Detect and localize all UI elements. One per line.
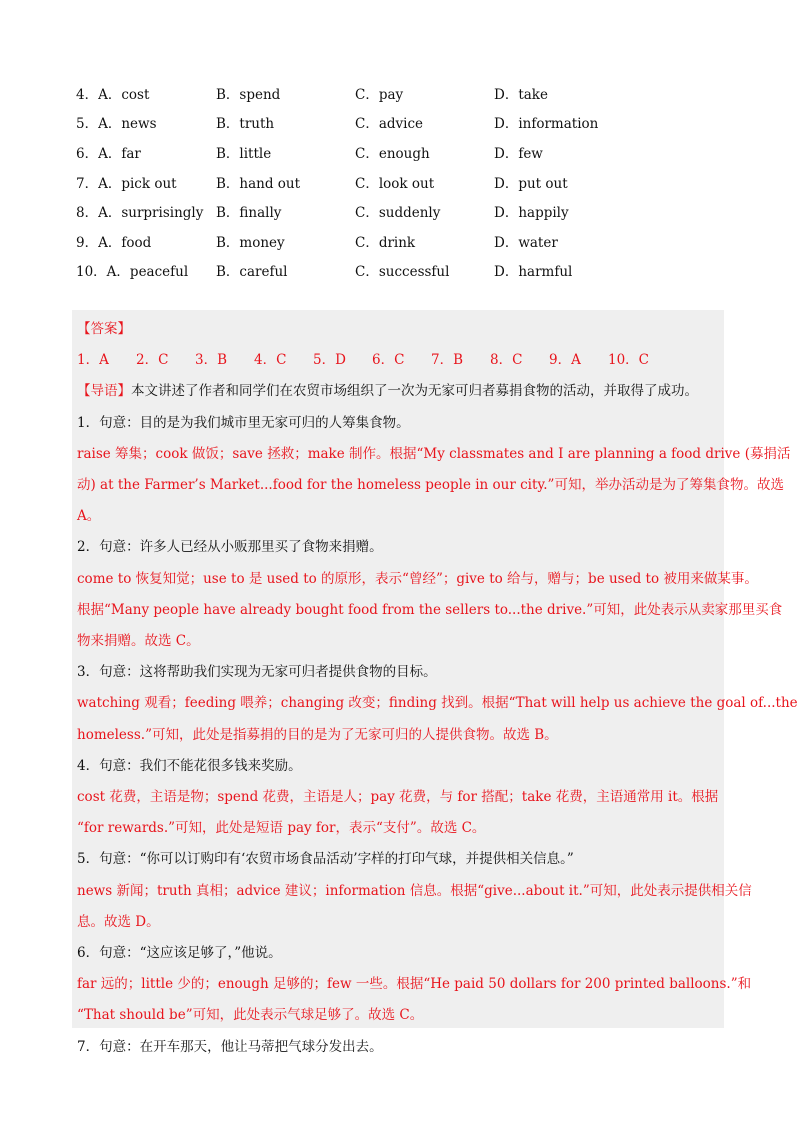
answer-key: 10．C [608,352,650,369]
explanation-meaning: 5．句意：“你可以订购印有‘农贸市场食品活动’字样的打印气球，并提供相关信息。” [77,851,574,868]
option-a: 8．A．surprisingly [76,205,204,222]
explanations [77,408,798,1063]
option-a: 7．A．pick out [76,175,177,192]
explanation-meaning: 4．句意：我们不能花很多钱来奖励。 [77,757,302,774]
guide-text: 本文讲述了作者和同学们在农贸市场组织了一次为无家可归者募捐食物的活动，并取得了成功。 [131,383,698,400]
explanation-line: news 新闻；truth 真相；advice 建议；information 信息。根据“give...about it.”可知，此处表示提供相关信 [77,882,752,899]
option-d: D．few [494,145,543,162]
option-row [76,108,726,138]
explanation-line: 动) at the Farmer’s Market...food for the homeless people in our city.”可知，举办活动是为了筹集食物。故选 [77,477,784,494]
option-c: C．pay [355,86,404,103]
answer-key: 2．C [136,352,169,369]
explanation-line: cost 花费，主语是物；spend 花费，主语是人；pay 花费，与 for 搭配；take 花费，主语通常用 it。根据 [77,789,719,806]
explanation-meaning: 7．句意：在开车那天，他让马蒂把气球分发出去。 [77,1038,383,1055]
explanation-line: come to 恢复知觉；use to 是 used to 的原形，表示“曾经”；give to 给与，赠与；be used to 被用来做某事。 [77,570,758,587]
option-row [76,226,726,256]
options-list [76,78,726,285]
explanation-line: “That should be”可知，此处表示气球足够了。故选 C。 [77,1007,424,1024]
option-row [76,167,726,197]
option-b: B．spend [216,86,281,103]
answer-key: 9．A [549,352,581,369]
option-a: 4．A．cost [76,86,150,103]
option-a: 10．A．peaceful [76,264,189,281]
option-d: D．happily [494,205,569,222]
explanation-line: 息。故选 D。 [77,913,160,930]
option-b: B．truth [216,116,275,133]
option-row [76,78,726,108]
option-d: D．put out [494,175,568,192]
explanation-line: watching 观看；feeding 喂养；changing 改变；finding 找到。根据“That will help us achieve the goal of...the [77,695,798,712]
option-c: C．enough [355,145,430,162]
answer-key: 5．D [313,352,346,369]
explanation-line: far 远的；little 少的；enough 足够的；few 一些。根据“He paid 50 dollars for 200 printed balloons.”和 [77,976,752,993]
explanation-line: 物来捐赠。故选 C。 [77,633,200,650]
option-d: D．information [494,116,599,133]
explanation-meaning: 6．句意：“这应该足够了，”他说。 [77,945,282,962]
option-a: 9．A．food [76,234,152,251]
option-b: B．hand out [216,175,301,192]
option-row [76,196,726,226]
explanation-line: homeless.”可知，此处是指募捐的目的是为了无家可归的人提供食物。故选 B。 [77,726,558,743]
explanation-line: “for rewards.”可知，此处是短语 pay for，表示“支付”。故选 C。 [77,820,486,837]
option-a: 6．A．far [76,145,141,162]
option-c: C．drink [355,234,416,251]
explanation-meaning: 3．句意：这将帮助我们实现为无家可归者提供食物的目标。 [77,664,437,681]
answer-heading: 【答案】 [77,321,131,337]
option-row [76,256,726,286]
explanation-meaning: 2．句意：许多人已经从小贩那里买了食物来捐赠。 [77,539,383,556]
answer-key: 8．C [490,352,523,369]
option-b: B．little [216,145,272,162]
explanation-line: 根据“Many people have already bought food from the sellers to...the drive.”可知，此处表示从卖家那里买食 [77,601,783,618]
explanation-line: raise 筹集；cook 做饭；save 拯救；make 制作。根据“My classmates and I are planning a food drive (募捐活 [77,445,791,462]
answer-key: 3．B [195,352,228,369]
option-c: C．advice [355,116,424,133]
option-a: 5．A．news [76,116,157,133]
guide-label: 【导语】 [77,383,131,400]
option-row [76,137,726,167]
answer-keys [77,345,727,376]
option-c: C．successful [355,264,450,281]
option-b: B．careful [216,264,288,281]
option-d: D．take [494,86,548,103]
option-c: C．suddenly [355,205,441,222]
option-d: D．harmful [494,264,573,281]
option-b: B．finally [216,205,282,222]
explanation-meaning: 1．句意：目的是为我们城市里无家可归的人筹集食物。 [77,414,410,431]
answer-key: 1．A [77,352,109,369]
answer-key: 7．B [431,352,464,369]
answer-section [72,310,798,1055]
option-d: D．water [494,234,558,251]
option-c: C．look out [355,175,435,192]
explanation-line: A。 [77,508,101,525]
answer-key: 4．C [254,352,287,369]
answer-key: 6．C [372,352,405,369]
guide-line [77,376,727,407]
option-b: B．money [216,234,285,251]
